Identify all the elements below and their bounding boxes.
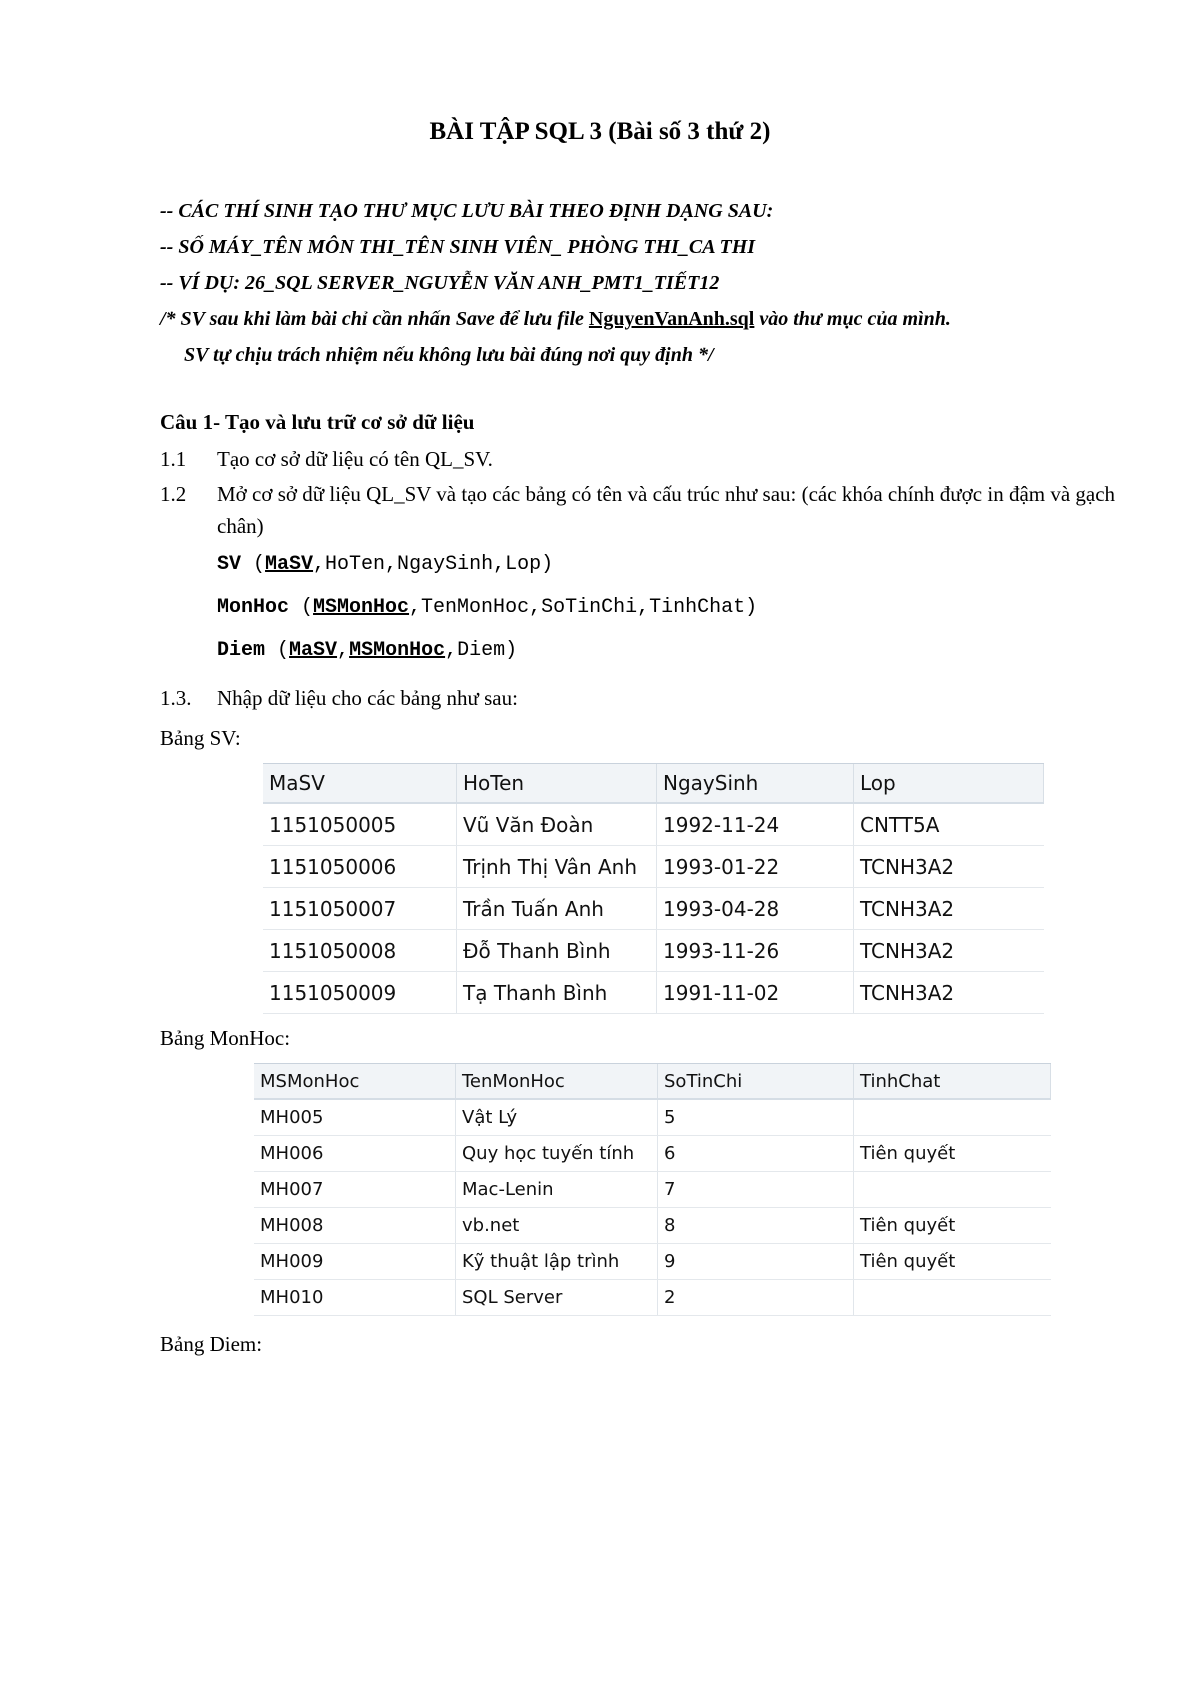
- table-name: MonHoc: [217, 596, 290, 619]
- table-cell: 9: [658, 1244, 854, 1279]
- table-cell: MH009: [254, 1244, 456, 1279]
- table-cell: Quy học tuyến tính: [456, 1136, 658, 1171]
- table-row: [254, 1136, 1051, 1172]
- table-cell: 1151050005: [263, 804, 457, 845]
- column-header: NgaySinh: [657, 764, 854, 802]
- label-bang-monhoc: Bảng MonHoc:: [160, 1026, 291, 1050]
- table-cell: Kỹ thuật lập trình: [456, 1244, 658, 1279]
- table-row: [263, 804, 1044, 846]
- item-text: Nhập dữ liệu cho các bảng như sau:: [217, 686, 518, 710]
- schema-columns: ,TenMonHoc,SoTinChi,TinhChat): [409, 596, 758, 619]
- column-header: TinhChat: [854, 1064, 1051, 1098]
- table-cell: 1993-01-22: [657, 846, 854, 887]
- schema-punct: ,: [337, 639, 350, 662]
- instructions-block: [160, 193, 1120, 373]
- item-number: 1.1: [160, 447, 187, 471]
- table-cell: 1991-11-02: [657, 972, 854, 1013]
- primary-key: MSMonHoc: [349, 639, 446, 662]
- monhoc-table: [254, 1063, 1051, 1316]
- table-cell: TCNH3A2: [860, 854, 955, 879]
- schema-punct: (: [265, 639, 290, 662]
- schema-columns: ,Diem): [445, 639, 518, 662]
- table-cell: Tiên quyết: [860, 1143, 956, 1164]
- schema-punct: (: [289, 596, 314, 619]
- table-cell: 8: [658, 1208, 854, 1243]
- table-cell: 7: [658, 1172, 854, 1207]
- instruction-line: SV tự chịu trách nhiệm nếu không lưu bài đúng nơi quy định */: [184, 344, 714, 366]
- table-cell: Tiên quyết: [860, 1251, 956, 1272]
- table-row: [254, 1280, 1051, 1316]
- table-row: [254, 1208, 1051, 1244]
- table-row: [263, 888, 1044, 930]
- item-text: Tạo cơ sở dữ liệu có tên QL_SV.: [217, 447, 493, 471]
- table-cell: Vũ Văn Đoàn: [457, 804, 657, 845]
- table-cell: [854, 1172, 1051, 1207]
- table-cell: MH006: [254, 1136, 456, 1171]
- page-title: BÀI TẬP SQL 3 (Bài số 3 thứ 2): [429, 118, 771, 145]
- table-cell: Trần Tuấn Anh: [457, 888, 657, 929]
- column-header: MSMonHoc: [254, 1064, 456, 1098]
- table-cell: Tiên quyết: [860, 1215, 956, 1236]
- table-cell: 1993-11-26: [657, 930, 854, 971]
- table-cell: Vật Lý: [456, 1100, 658, 1135]
- table-cell: MH010: [254, 1280, 456, 1315]
- table-row: [254, 1100, 1051, 1136]
- table-row: [254, 1172, 1051, 1208]
- item-number: 1.2: [160, 482, 187, 506]
- table-cell: 5: [658, 1100, 854, 1135]
- label-bang-sv: Bảng SV:: [160, 726, 241, 750]
- table-header-row: [254, 1063, 1051, 1100]
- primary-key: MSMonHoc: [313, 596, 410, 619]
- file-name: NguyenVanAnh.sql: [588, 308, 755, 330]
- table-cell: [854, 1100, 1051, 1135]
- instruction-line: -- VÍ DỤ: 26_SQL SERVER_NGUYỄN VĂN ANH_PMT1_TIẾT12: [160, 272, 720, 294]
- table-cell: 1151050006: [263, 846, 457, 887]
- table-cell: [854, 1280, 1051, 1315]
- table-cell: 6: [658, 1136, 854, 1171]
- table-cell: Trịnh Thị Vân Anh: [457, 846, 657, 887]
- table-row: [263, 972, 1044, 1014]
- item-number: 1.3.: [160, 686, 192, 710]
- schema-sv: [217, 553, 553, 576]
- label-bang-diem: Bảng Diem:: [160, 1332, 263, 1356]
- column-header: Lop: [854, 764, 1044, 802]
- table-name: SV: [217, 553, 242, 576]
- primary-key: MaSV: [265, 553, 314, 576]
- table-cell: 1992-11-24: [657, 804, 854, 845]
- column-header: TenMonHoc: [456, 1064, 658, 1098]
- table-cell: TCNH3A2: [860, 980, 955, 1005]
- table-cell: Tạ Thanh Bình: [457, 972, 657, 1013]
- table-cell: SQL Server: [456, 1280, 658, 1315]
- table-row: [263, 846, 1044, 888]
- instruction-text: vào thư mục của mình.: [754, 308, 951, 330]
- schema-monhoc: [217, 596, 757, 619]
- schema-columns: ,HoTen,NgaySinh,Lop): [313, 553, 554, 576]
- instruction-line: [160, 301, 1120, 337]
- table-cell: 1151050007: [263, 888, 457, 929]
- schema-diem: [217, 639, 517, 662]
- instruction-line: -- SỐ MÁY_TÊN MÔN THI_TÊN SINH VIÊN_ PHÒNG THI_CA THI: [160, 236, 756, 258]
- table-cell: 2: [658, 1280, 854, 1315]
- table-cell: MH005: [254, 1100, 456, 1135]
- table-cell: Đỗ Thanh Bình: [457, 930, 657, 971]
- instruction-line: -- CÁC THÍ SINH TẠO THƯ MỤC LƯU BÀI THEO ĐỊNH DẠNG SAU:: [160, 200, 774, 222]
- column-header: SoTinChi: [658, 1064, 854, 1098]
- table-cell: 1151050008: [263, 930, 457, 971]
- table-cell: vb.net: [456, 1208, 658, 1243]
- table-header-row: [263, 763, 1044, 804]
- table-name: Diem: [217, 639, 266, 662]
- table-cell: CNTT5A: [860, 812, 940, 837]
- table-cell: TCNH3A2: [860, 938, 955, 963]
- sv-table: [263, 763, 1044, 1014]
- table-cell: TCNH3A2: [860, 896, 955, 921]
- table-cell: 1151050009: [263, 972, 457, 1013]
- question-heading: Câu 1- Tạo và lưu trữ cơ sở dữ liệu: [160, 410, 475, 434]
- table-row: [263, 930, 1044, 972]
- primary-key: MaSV: [289, 639, 338, 662]
- column-header: HoTen: [457, 764, 657, 802]
- column-header: MaSV: [263, 764, 457, 802]
- table-cell: 1993-04-28: [657, 888, 854, 929]
- item-text: Mở cơ sở dữ liệu QL_SV và tạo các bảng có tên và cấu trúc như sau: (các khóa chính được in đậm và gạch chân): [217, 482, 1116, 538]
- table-row: [254, 1244, 1051, 1280]
- table-cell: MH007: [254, 1172, 456, 1207]
- instruction-text: /* SV sau khi làm bài chỉ cần nhấn Save để lưu file: [160, 308, 589, 330]
- table-cell: Mac-Lenin: [456, 1172, 658, 1207]
- table-cell: MH008: [254, 1208, 456, 1243]
- schema-punct: (: [241, 553, 266, 576]
